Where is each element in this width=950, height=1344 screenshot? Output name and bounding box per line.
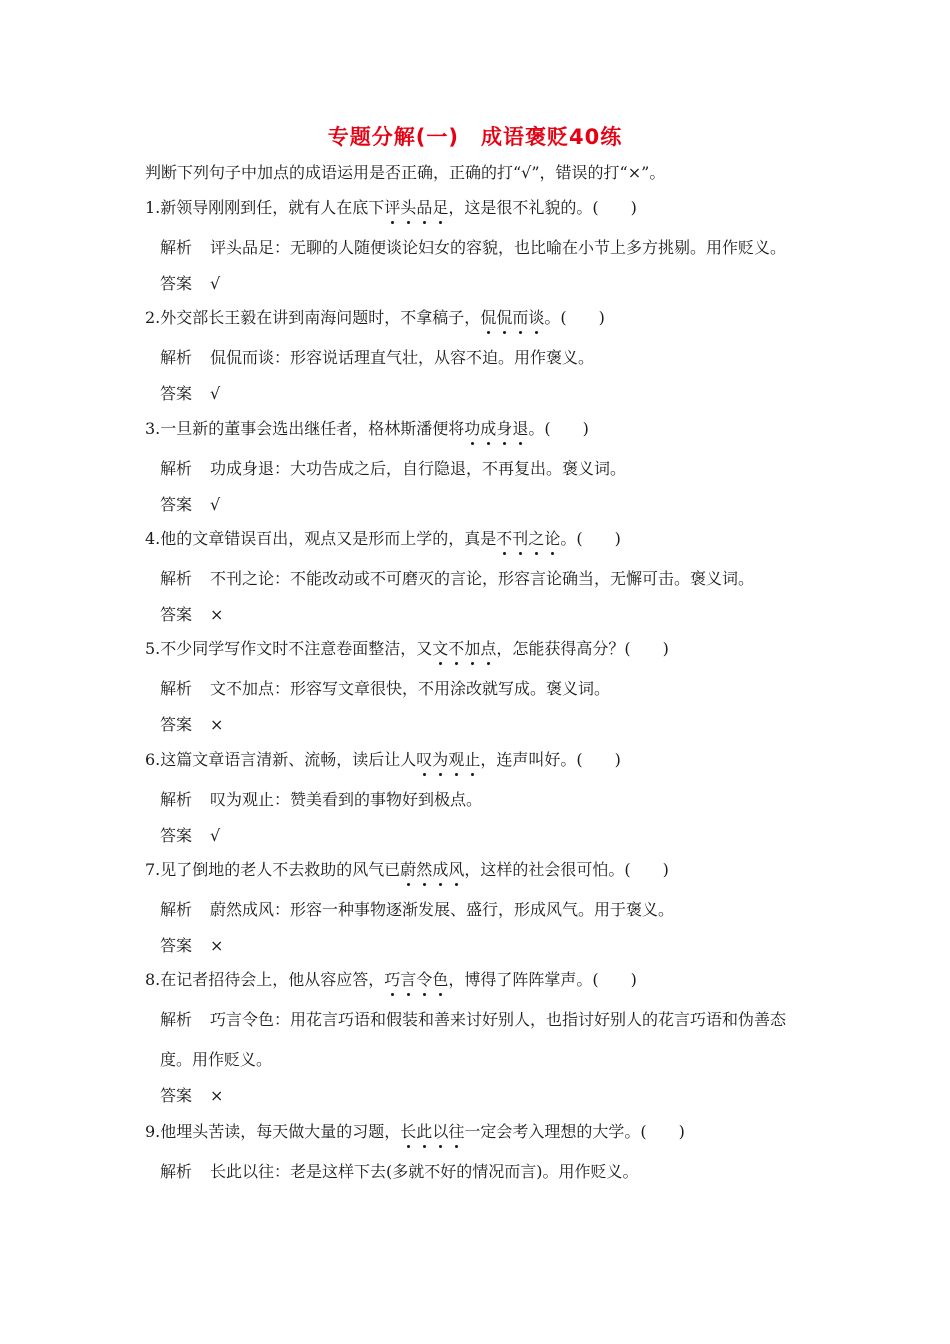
question-tail: ，博得了阵阵掌声。( )	[448, 970, 637, 989]
idiom-char: 退	[512, 419, 529, 438]
question-text: 6.这篇文章语言清新、流畅，读后让人	[145, 750, 417, 769]
instruction-text: 判断下列句子中加点的成语运用是否正确，正确的打“√”，错误的打“×”。	[145, 163, 666, 182]
title-sub: 成语褒贬40练	[480, 125, 623, 149]
dotted-idiom	[400, 1122, 464, 1141]
idiom-char: 头	[400, 198, 417, 217]
dotted-idiom	[384, 970, 448, 989]
answer-line	[160, 604, 223, 626]
question-text: 1.新领导刚刚到任，就有人在底下	[145, 198, 385, 217]
analysis-text: 不刊之论：不能改动或不可磨灭的言论，形容言论确当，无懈可击。褒义词。	[210, 569, 755, 588]
idiom-char: 巧	[384, 970, 401, 989]
question-tail: ，这是很不礼貌的。( )	[448, 198, 637, 217]
idiom-char: 令	[416, 970, 433, 989]
idiom-char: 之	[528, 529, 545, 548]
answer-label: 答案	[160, 826, 193, 845]
dotted-idiom	[432, 639, 496, 658]
question-line	[145, 418, 589, 440]
analysis-text: 度。用作贬义。	[160, 1050, 273, 1069]
answer-line	[160, 935, 223, 957]
analysis-label: 解析	[160, 1162, 193, 1181]
title-main: 专题分解(一)	[327, 125, 459, 149]
dotted-idiom	[480, 308, 544, 327]
idiom-char: 此	[416, 1122, 433, 1141]
analysis-text: 蔚然成风：形容一种事物逐渐发展、盛行，形成风气。用于褒义。	[210, 900, 675, 919]
answer-mark: √	[210, 826, 221, 845]
idiom-char: 为	[432, 750, 449, 769]
idiom-char: 不	[496, 529, 513, 548]
page-title	[0, 121, 950, 151]
analysis-line	[160, 1161, 639, 1183]
answer-label: 答案	[160, 274, 193, 293]
answer-label: 答案	[160, 605, 193, 624]
question-text: 8.在记者招待会上，他从容应答，	[145, 970, 385, 989]
dotted-idiom	[384, 198, 448, 217]
answer-mark: √	[210, 495, 221, 514]
idiom-char: 谈	[528, 308, 545, 327]
idiom-char: 品	[416, 198, 433, 217]
answer-label: 答案	[160, 936, 193, 955]
dotted-idiom	[464, 419, 528, 438]
idiom-char: 然	[416, 860, 433, 879]
idiom-char: 以	[432, 1122, 449, 1141]
dotted-idiom	[400, 860, 464, 879]
answer-line	[160, 714, 223, 736]
question-line	[145, 969, 637, 991]
analysis-label: 解析	[160, 790, 193, 809]
idiom-char: 叹	[416, 750, 433, 769]
idiom-char: 侃	[496, 308, 513, 327]
idiom-char: 蔚	[400, 860, 417, 879]
answer-mark: √	[210, 274, 221, 293]
idiom-char: 观	[448, 750, 465, 769]
idiom-char: 足	[432, 198, 449, 217]
analysis-label: 解析	[160, 238, 193, 257]
analysis-line	[160, 899, 674, 921]
analysis-label: 解析	[160, 569, 193, 588]
answer-mark: ×	[210, 605, 224, 624]
analysis-text: 文不加点：形容写文章很快，不用涂改就写成。褒义词。	[210, 679, 611, 698]
question-line	[145, 1121, 685, 1143]
idiom-char: 加	[464, 639, 481, 658]
idiom-char: 成	[432, 860, 449, 879]
idiom-char: 评	[384, 198, 401, 217]
question-line	[145, 638, 669, 660]
question-tail: 一定会考入理想的大学。( )	[464, 1122, 685, 1141]
idiom-char: 往	[448, 1122, 465, 1141]
question-line	[145, 307, 605, 329]
dotted-idiom	[416, 750, 480, 769]
question-text: 7.见了倒地的老人不去救助的风气已	[145, 860, 401, 879]
idiom-char: 侃	[480, 308, 497, 327]
question-tail: ，这样的社会很可怕。( )	[464, 860, 669, 879]
analysis-line	[160, 568, 754, 590]
question-text: 2.外交部长王毅在讲到南海问题时，不拿稿子，	[145, 308, 481, 327]
analysis-text: 叹为观止：赞美看到的事物好到极点。	[210, 790, 483, 809]
idiom-char: 点	[480, 639, 497, 658]
question-tail: ，连声叫好。( )	[480, 750, 621, 769]
question-tail: 。( )	[528, 419, 589, 438]
question-line	[145, 197, 637, 219]
idiom-char: 而	[512, 308, 529, 327]
idiom-char: 功	[464, 419, 481, 438]
idiom-char: 不	[448, 639, 465, 658]
analysis-line	[160, 1049, 272, 1071]
analysis-label: 解析	[160, 679, 193, 698]
analysis-text: 巧言令色：用花言巧语和假装和善来讨好别人，也指讨好别人的花言巧语和伪善态	[210, 1010, 787, 1029]
analysis-line	[160, 458, 626, 480]
answer-line	[160, 383, 220, 405]
idiom-char: 色	[432, 970, 449, 989]
question-line	[145, 859, 669, 881]
analysis-label: 解析	[160, 1010, 193, 1029]
question-text: 5.不少同学写作文时不注意卷面整洁，又	[145, 639, 433, 658]
question-tail: 。( )	[560, 529, 621, 548]
answer-mark: ×	[210, 1086, 224, 1105]
analysis-text: 侃侃而谈：形容说话理直气壮，从容不迫。用作褒义。	[210, 348, 595, 367]
dotted-idiom	[496, 529, 560, 548]
answer-label: 答案	[160, 715, 193, 734]
idiom-char: 刊	[512, 529, 529, 548]
analysis-line	[160, 678, 610, 700]
analysis-label: 解析	[160, 348, 193, 367]
question-line	[145, 528, 621, 550]
idiom-char: 成	[480, 419, 497, 438]
idiom-char: 文	[432, 639, 449, 658]
analysis-label: 解析	[160, 900, 193, 919]
answer-line	[160, 494, 220, 516]
answer-mark: ×	[210, 715, 224, 734]
question-tail: 。( )	[544, 308, 605, 327]
answer-label: 答案	[160, 495, 193, 514]
analysis-text: 长此以往：老是这样下去(多就不好的情况而言)。用作贬义。	[210, 1162, 639, 1181]
question-text: 9.他埋头苦读，每天做大量的习题，	[145, 1122, 401, 1141]
answer-mark: ×	[210, 936, 224, 955]
analysis-line	[160, 347, 594, 369]
question-line	[145, 749, 621, 771]
analysis-line	[160, 237, 786, 259]
answer-line	[160, 273, 220, 295]
idiom-char: 长	[400, 1122, 417, 1141]
idiom-char: 止	[464, 750, 481, 769]
idiom-char: 身	[496, 419, 513, 438]
idiom-char: 风	[448, 860, 465, 879]
answer-label: 答案	[160, 1086, 193, 1105]
analysis-line	[160, 1009, 786, 1031]
analysis-text: 评头品足：无聊的人随便谈论妇女的容貌，也比喻在小节上多方挑剔。用作贬义。	[210, 238, 787, 257]
idiom-char: 论	[544, 529, 561, 548]
idiom-char: 言	[400, 970, 417, 989]
question-tail: ，怎能获得高分？( )	[496, 639, 669, 658]
answer-line	[160, 1085, 223, 1107]
analysis-line	[160, 789, 482, 811]
question-text: 4.他的文章错误百出，观点又是形而上学的，真是	[145, 529, 497, 548]
answer-line	[160, 825, 220, 847]
analysis-label: 解析	[160, 459, 193, 478]
answer-mark: √	[210, 384, 221, 403]
question-text: 3.一旦新的董事会选出继任者，格林斯潘便将	[145, 419, 465, 438]
analysis-text: 功成身退：大功告成之后，自行隐退，不再复出。褒义词。	[210, 459, 627, 478]
answer-label: 答案	[160, 384, 193, 403]
